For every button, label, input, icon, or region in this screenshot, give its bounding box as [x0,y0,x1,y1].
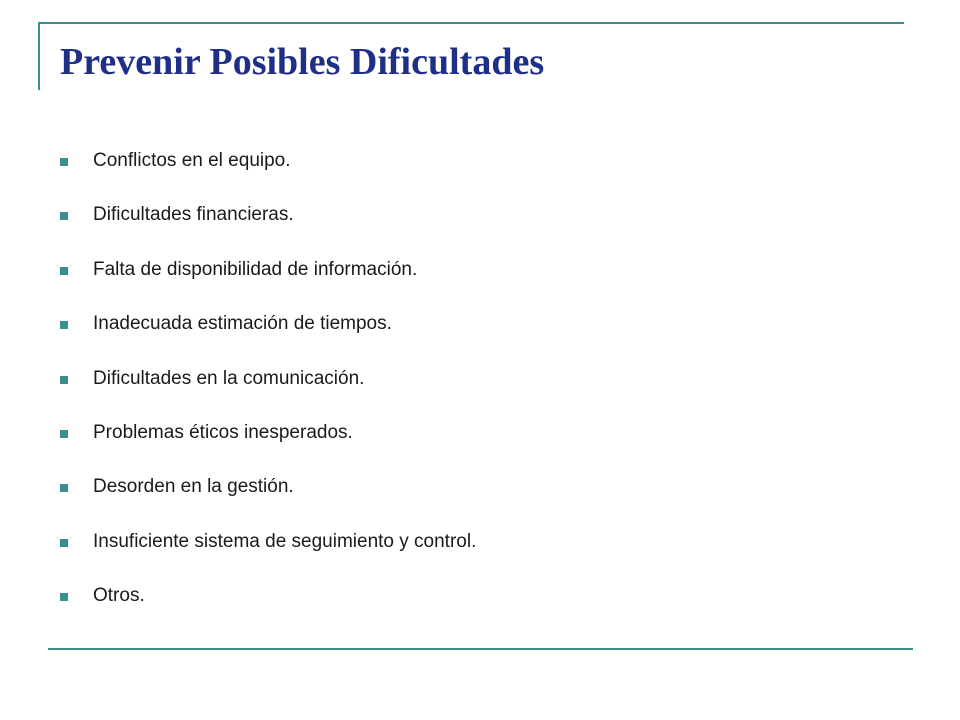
bullet-text: Desorden en la gestión. [93,476,294,498]
bullet-text: Conflictos en el equipo. [93,150,291,171]
bullet-list [60,147,476,637]
bullet-text: Inadecuada estimación de tiempos. [93,313,392,335]
bullet-text: Dificultades en la comunicación. [93,367,365,389]
square-bullet-icon [60,593,68,601]
slide-title: Prevenir Posibles Dificultades [60,41,545,83]
title-frame-left-line [38,22,40,90]
list-item [60,528,476,582]
footer-divider-line [48,648,913,650]
bullet-text: Falta de disponibilidad de información. [93,258,418,280]
list-item [60,582,476,636]
square-bullet-icon [60,376,68,384]
title-frame-top-line [38,22,904,24]
square-bullet-icon [60,158,68,166]
list-item [60,365,476,419]
bullet-text: Insuficiente sistema de seguimiento y control. [93,530,477,552]
list-item [60,147,476,201]
bullet-text: Problemas éticos inesperados. [93,421,353,443]
list-item [60,256,476,310]
list-item [60,201,476,255]
list-item [60,419,476,473]
square-bullet-icon [60,484,68,492]
list-item [60,310,476,364]
bullet-text: Dificultades financieras. [93,204,294,226]
bullet-text: Otros. [93,585,145,607]
square-bullet-icon [60,430,68,438]
square-bullet-icon [60,321,68,329]
square-bullet-icon [60,539,68,547]
list-item [60,473,476,527]
square-bullet-icon [60,212,68,220]
square-bullet-icon [60,267,68,275]
